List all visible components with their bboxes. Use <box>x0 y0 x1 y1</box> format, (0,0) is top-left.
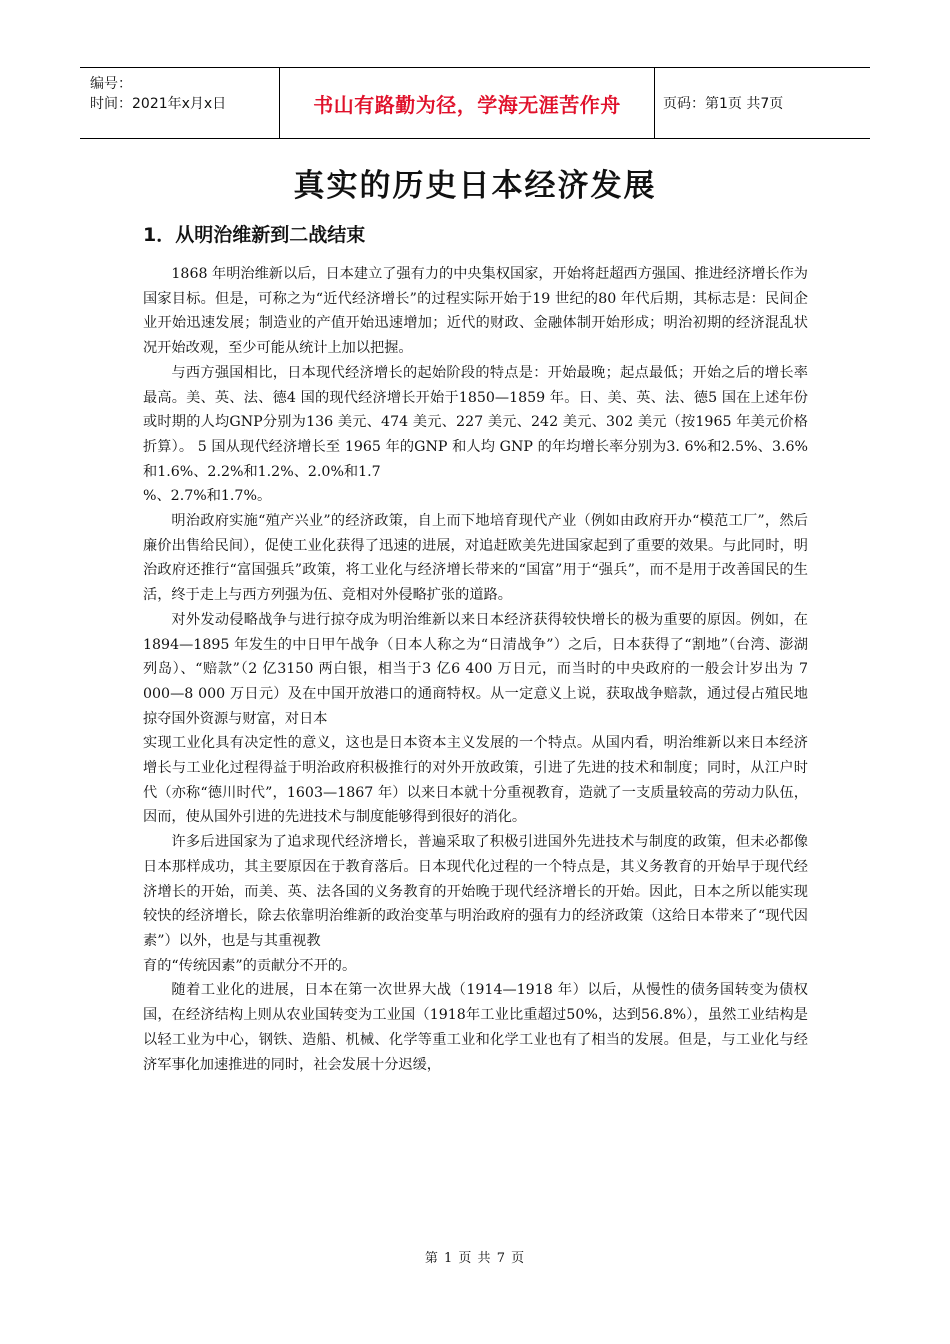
paragraph: 随着工业化的进展，日本在第一次世界大战（1914—1918 年）以后，从慢性的债务国转变为债权国，在经济结构上则从农业国转变为工业国（1918年工业比重超过50%，达到56.8%），虽然工业结构是以轻工业为中心，钢铁、造船、机械、化学等重工业和化学工业也有了相当的发展。但是，与工业化与经济军事化加速推进的同时，社会发展十分迟缓， <box>143 982 808 1073</box>
paragraph: 育的“传统因素”的贡献分不开的。 <box>143 957 357 974</box>
header-page-info: 页码：第1页 共7页 <box>663 96 784 112</box>
page-footer: 第 1 页 共 7 页 <box>424 1251 526 1266</box>
header-meta <box>80 68 280 138</box>
body-text <box>143 262 808 1077</box>
paragraph: 许多后进国家为了追求现代经济增长，普遍采取了积极引进国外先进技术与制度的政策，但未必都像日本那样成功，其主要原因在于教育落后。日本现代化过程的一个特点是，其义务教育的开始早于现代经济增长的开始，而美、英、法各国的义务教育的开始晚于现代经济增长的开始。因此，日本之所以能实现较快的经济增长，除去依靠明治维新的政治变革与明治政府的强有力的经济政策（这给日本带来了“现代因素”）以外，也是与其重视教 <box>143 834 808 949</box>
header-motto: 书山有路勤为径，学海无涯苦作舟 <box>280 68 655 138</box>
paragraph: 明治政府实施“殖产兴业”的经济政策，自上而下地培育现代产业（例如由政府开办“模范工厂”，然后廉价出售给民间），促使工业化获得了迅速的进展，对追赶欧美先进国家起到了重要的效果。与此同时，明治政府还推行“富国强兵”政策，将工业化与经济增长带来的“国富”用于“强兵”，而不是用于改善国民的生活，终于走上与西方列强为伍、竞相对外侵略扩张的道路。 <box>143 513 808 604</box>
number-label: 编号： <box>90 76 132 92</box>
paragraph: 与西方强国相比，日本现代经济增长的起始阶段的特点是：开始最晚；起点最低；开始之后的增长率最高。美、英、法、德4 国的现代经济增长开始于1850—1859 年。日、美、英、法、德5 国在上述年份或时期的人均GNP分别为136 美元、474 美元、227 美元、242 美元、302 美元（按1965 年美元价格折算）。 5 国从现代经济增长至 1965 年的GNP 和人均 GNP 的年均增长率分别为3. 6%和2.5%、3.6%和1.6%、2.2%和1.2%、2.0%和1.7 <box>143 364 808 480</box>
paragraph: 实现工业化具有决定性的意义，这也是日本资本主义发展的一个特点。从国内看，明治维新以来日本经济增长与工业化过程得益于明治政府积极推行的对外开放政策，引进了先进的技术和制度；同时，从江户时代（亦称“德川时代”，1603—1867 年）以来日本就十分重视教育，造就了一支质量较高的劳动力队伍，因而，使从国外引进的先进技术与制度能够得到很好的消化。 <box>143 735 808 826</box>
paragraph: 1868 年明治维新以后，日本建立了强有力的中央集权国家，开始将赶超西方强国、推进经济增长作为国家目标。但是，可称之为“近代经济增长”的过程实际开始于19 世纪的80 年代后期，其标志是：民间企业开始迅速发展；制造业的产值开始迅速增加；近代的财政、金融体制开始形成；明治初期的经济混乱状况开始改观，至少可能从统计上加以把握。 <box>143 266 808 357</box>
section-heading: 1．从明治维新到二战结束 <box>143 224 366 246</box>
paragraph: 对外发动侵略战争与进行掠夺成为明治维新以来日本经济获得较快增长的极为重要的原因。例如，在1894—1895 年发生的中日甲午战争（日本人称之为“日清战争”）之后，日本获得了“割地”（台湾、澎湖列岛）、“赔款”（2 亿3150 两白银，相当于3 亿6 400 万日元，而当时的中央政府的一般会计岁出为 7 000—8 000 万日元）及在中国开放港口的通商特权。从一定意义上说，获取战争赔款，通过侵占殖民地掠夺国外资源与财富，对日本 <box>143 611 808 727</box>
paragraph: %、2.7%和1.7%。 <box>143 488 272 505</box>
date-label: 时间：2021年x月x日 <box>90 96 227 112</box>
document-header <box>80 67 870 139</box>
document-title: 真实的历史日本经济发展 <box>293 168 657 204</box>
